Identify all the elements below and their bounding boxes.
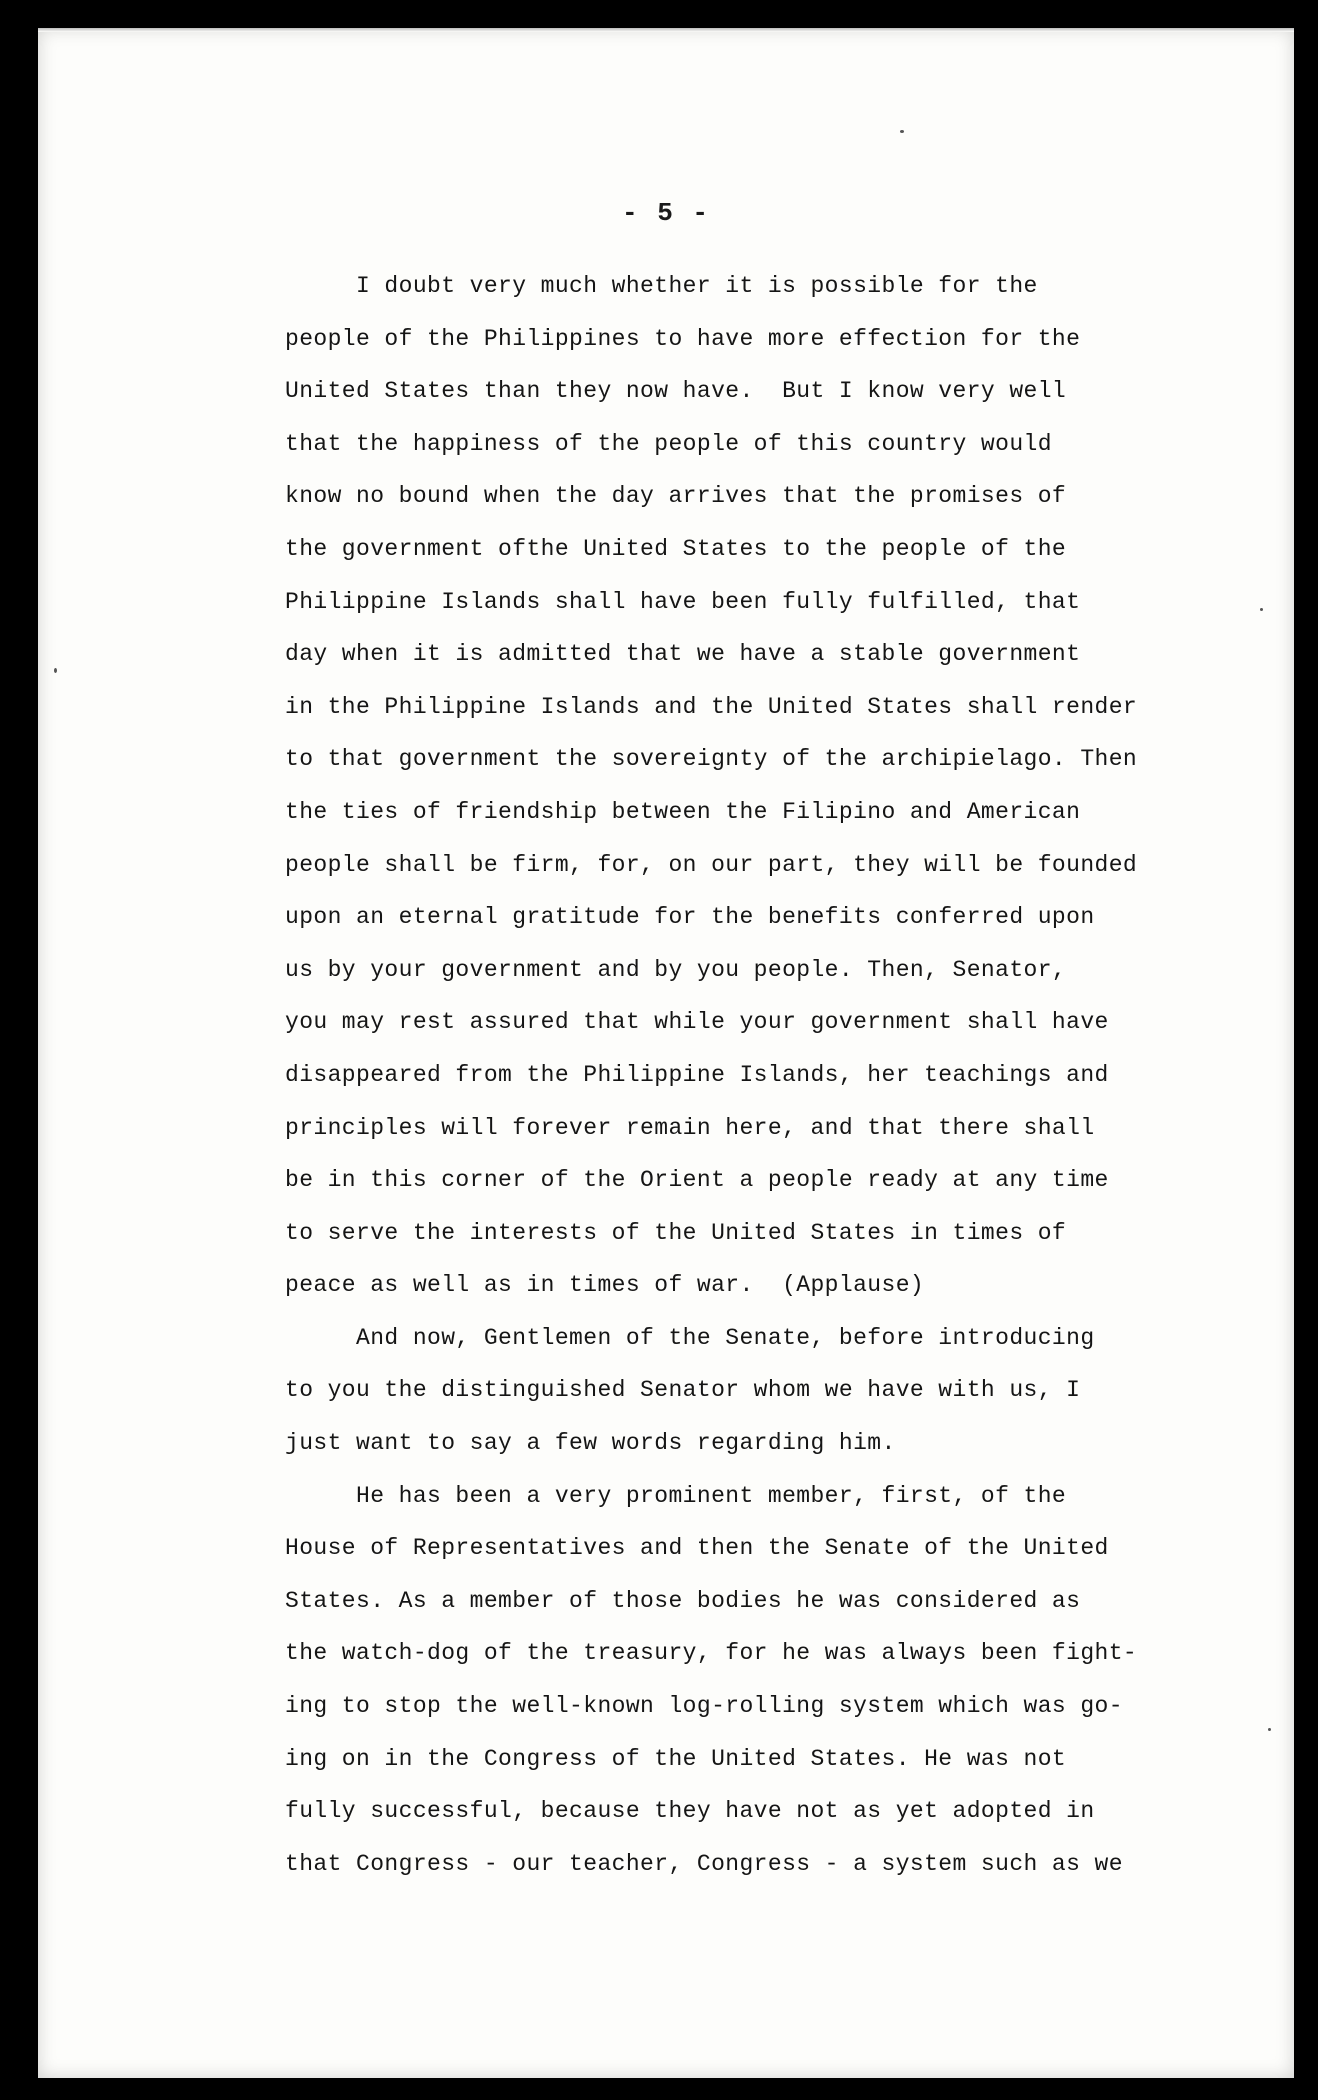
text-line: disappeared from the Philippine Islands, her teachings and bbox=[285, 1061, 1109, 1088]
text-line: be in this corner of the Orient a people ready at any time bbox=[285, 1167, 1109, 1194]
text-line: ing to stop the well-known log-rolling system which was go- bbox=[285, 1693, 1123, 1720]
page-number: - 5 - bbox=[621, 198, 710, 228]
text-line: that Congress - our teacher, Congress - a system such as we bbox=[285, 1850, 1123, 1877]
text-line: Philippine Islands shall have been fully fulfilled, that bbox=[285, 588, 1081, 615]
text-line: ing on in the Congress of the United States. He was not bbox=[285, 1745, 1067, 1772]
text-line: House of Representatives and then the Senate of the United bbox=[285, 1535, 1109, 1562]
text-line: the ties of friendship between the Filipino and American bbox=[285, 798, 1081, 825]
text-line: principles will forever remain here, and that there shall bbox=[285, 1114, 1095, 1141]
text-line: States. As a member of those bodies he was considered as bbox=[285, 1587, 1081, 1614]
text-line: fully successful, because they have not as yet adopted in bbox=[285, 1798, 1095, 1825]
text-line: you may rest assured that while your government shall have bbox=[285, 1009, 1109, 1036]
text-line: to serve the interests of the United States in times of bbox=[285, 1219, 1067, 1246]
text-line: upon an eternal gratitude for the benefits conferred upon bbox=[285, 904, 1095, 931]
ink-speck bbox=[1268, 1728, 1271, 1731]
text-line: to that government the sovereignty of the archipielago. Then bbox=[285, 746, 1138, 773]
text-line: people shall be firm, for, on our part, they will be founded bbox=[285, 851, 1138, 878]
ink-speck bbox=[54, 668, 57, 673]
text-line: peace as well as in times of war. (Applause) bbox=[285, 1272, 925, 1299]
text-line: in the Philippine Islands and the United States shall render bbox=[285, 693, 1138, 720]
text-line: just want to say a few words regarding him. bbox=[285, 1430, 896, 1457]
text-line: He has been a very prominent member, first, of the bbox=[285, 1482, 1067, 1509]
text-line: the watch-dog of the treasury, for he was always been fight- bbox=[285, 1640, 1138, 1667]
text-line: that the happiness of the people of this country would bbox=[285, 430, 1052, 457]
ink-speck bbox=[900, 130, 904, 133]
document-page bbox=[38, 28, 1294, 2078]
text-line: the government ofthe United States to the people of the bbox=[285, 535, 1067, 562]
text-line: day when it is admitted that we have a stable government bbox=[285, 641, 1081, 668]
letter-body bbox=[285, 260, 1265, 1890]
text-line: I doubt very much whether it is possible for the bbox=[285, 273, 1038, 299]
text-line: know no bound when the day arrives that the promises of bbox=[285, 483, 1067, 510]
text-line: people of the Philippines to have more effection for the bbox=[285, 325, 1081, 352]
text-line: And now, Gentlemen of the Senate, before introducing bbox=[285, 1324, 1095, 1351]
text-line: us by your government and by you people. Then, Senator, bbox=[285, 956, 1067, 983]
text-line: United States than they now have. But I know very well bbox=[285, 378, 1067, 405]
text-line: to you the distinguished Senator whom we have with us, I bbox=[285, 1377, 1081, 1404]
